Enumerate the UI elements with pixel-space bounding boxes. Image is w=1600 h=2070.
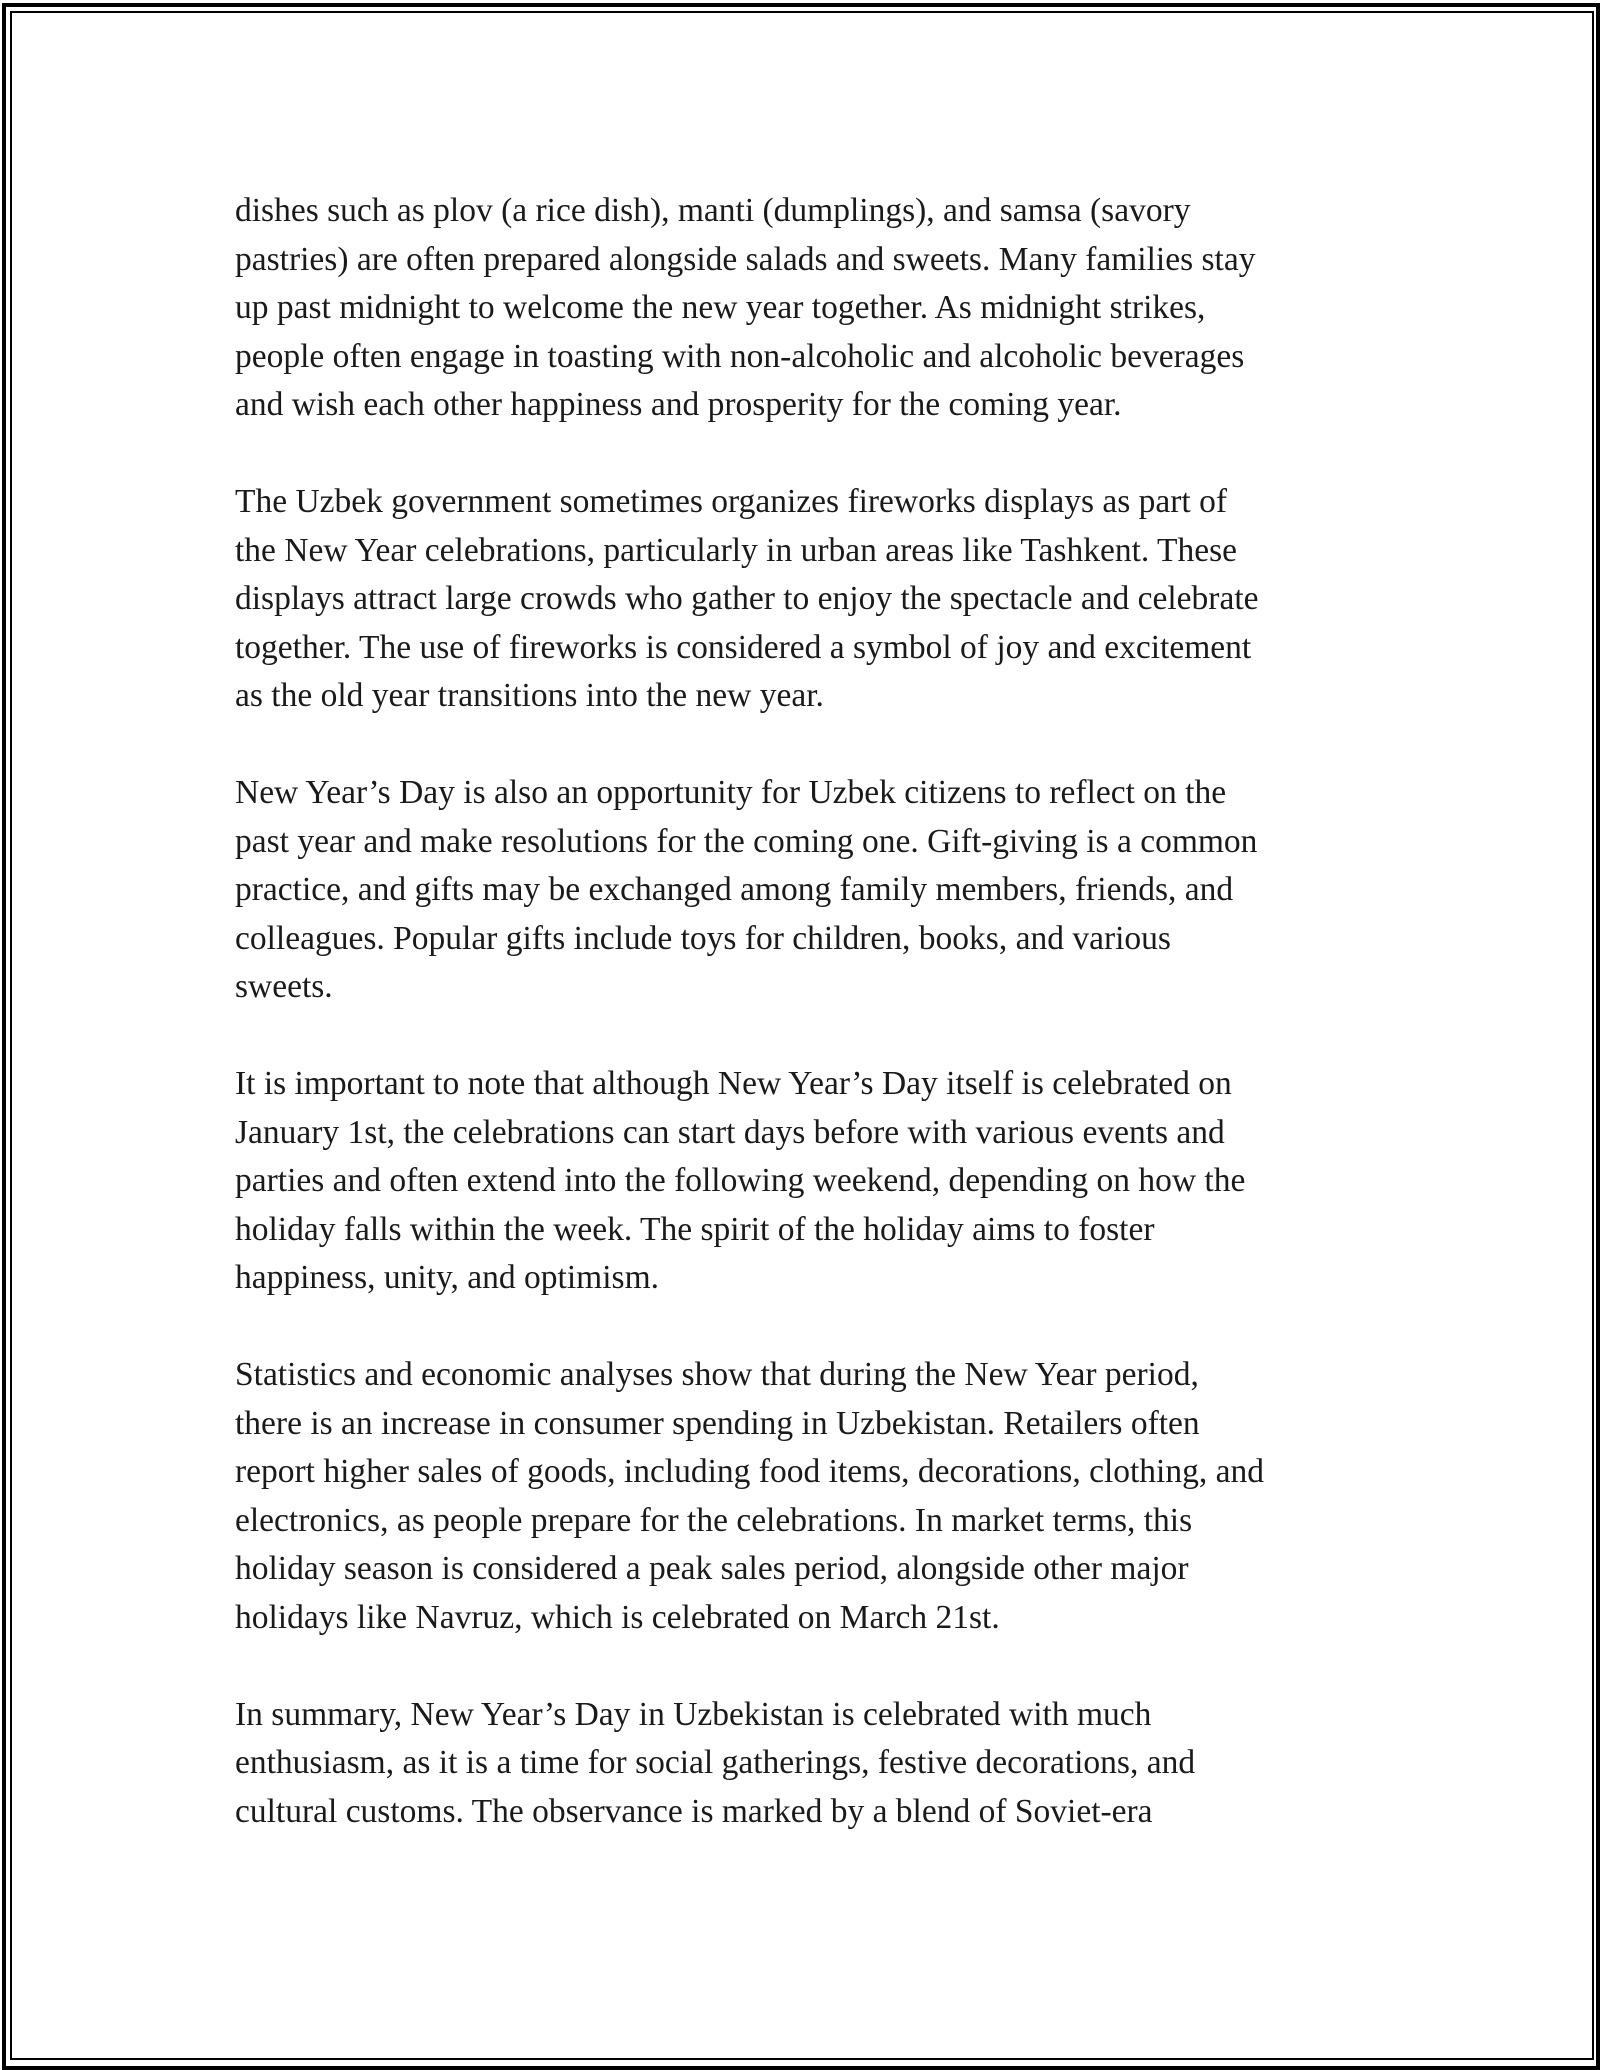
text-line: report higher sales of goods, including food items, decorations, clothing, and [235, 1453, 1264, 1490]
text-line: displays attract large crowds who gather to enjoy the spectacle and celebrate [235, 580, 1259, 617]
text-line: the New Year celebrations, particularly in urban areas like Tashkent. These [235, 531, 1238, 569]
text-line: It is important to note that although New Year’s Day itself is celebrated on [235, 1065, 1232, 1102]
text-line: electronics, as people prepare for the celebrations. In market terms, this [235, 1501, 1193, 1539]
paragraph-3 [235, 769, 1370, 1012]
text-line: cultural customs. The observance is marked by a blend of Soviet-era [235, 1792, 1153, 1830]
text-line: sweets. [235, 968, 333, 1005]
text-line: dishes such as plov (a rice dish), manti (dumplings), and samsa (savory [235, 192, 1191, 229]
text-line: New Year’s Day is also an opportunity for Uzbek citizens to reflect on the [235, 774, 1227, 811]
text-line: as the old year transitions into the new year. [235, 677, 824, 714]
text-line: holiday falls within the week. The spirit of the holiday aims to foster [235, 1210, 1155, 1248]
text-line: Statistics and economic analyses show that during the New Year period, [235, 1356, 1199, 1393]
paragraph-1 [235, 187, 1370, 430]
text-line: there is an increase in consumer spending in Uzbekistan. Retailers often [235, 1404, 1200, 1442]
text-line: together. The use of fireworks is considered a symbol of joy and excitement [235, 628, 1252, 666]
text-line: people often engage in toasting with non-alcoholic and alcoholic beverages [235, 337, 1245, 375]
text-line: The Uzbek government sometimes organizes fireworks displays as part of [235, 483, 1228, 520]
paragraph-4 [235, 1060, 1370, 1303]
text-line: January 1st, the celebrations can start days before with various events and [235, 1113, 1225, 1151]
text-line: parties and often extend into the following weekend, depending on how the [235, 1162, 1246, 1199]
text-line: past year and make resolutions for the coming one. Gift-giving is a common [235, 822, 1258, 860]
text-line: holidays like Navruz, which is celebrated on March 21st. [235, 1598, 1000, 1636]
text-line: holiday season is considered a peak sales period, alongside other major [235, 1550, 1189, 1587]
paragraph-6 [235, 1691, 1370, 1837]
paragraph-5 [235, 1351, 1370, 1642]
text-line: and wish each other happiness and prosperity for the coming year. [235, 386, 1122, 423]
text-line: happiness, unity, and optimism. [235, 1259, 660, 1296]
text-line: up past midnight to welcome the new year together. As midnight strikes, [235, 289, 1206, 326]
text-line: enthusiasm, as it is a time for social gatherings, festive decorations, and [235, 1744, 1196, 1781]
text-line: practice, and gifts may be exchanged among family members, friends, and [235, 871, 1234, 908]
text-line: In summary, New Year’s Day in Uzbekistan is celebrated with much [235, 1695, 1152, 1733]
document-body [235, 187, 1370, 1885]
text-line: colleagues. Popular gifts include toys for children, books, and various [235, 919, 1171, 957]
paragraph-2 [235, 478, 1370, 721]
text-line: pastries) are often prepared alongside salads and sweets. Many families stay [235, 240, 1256, 278]
